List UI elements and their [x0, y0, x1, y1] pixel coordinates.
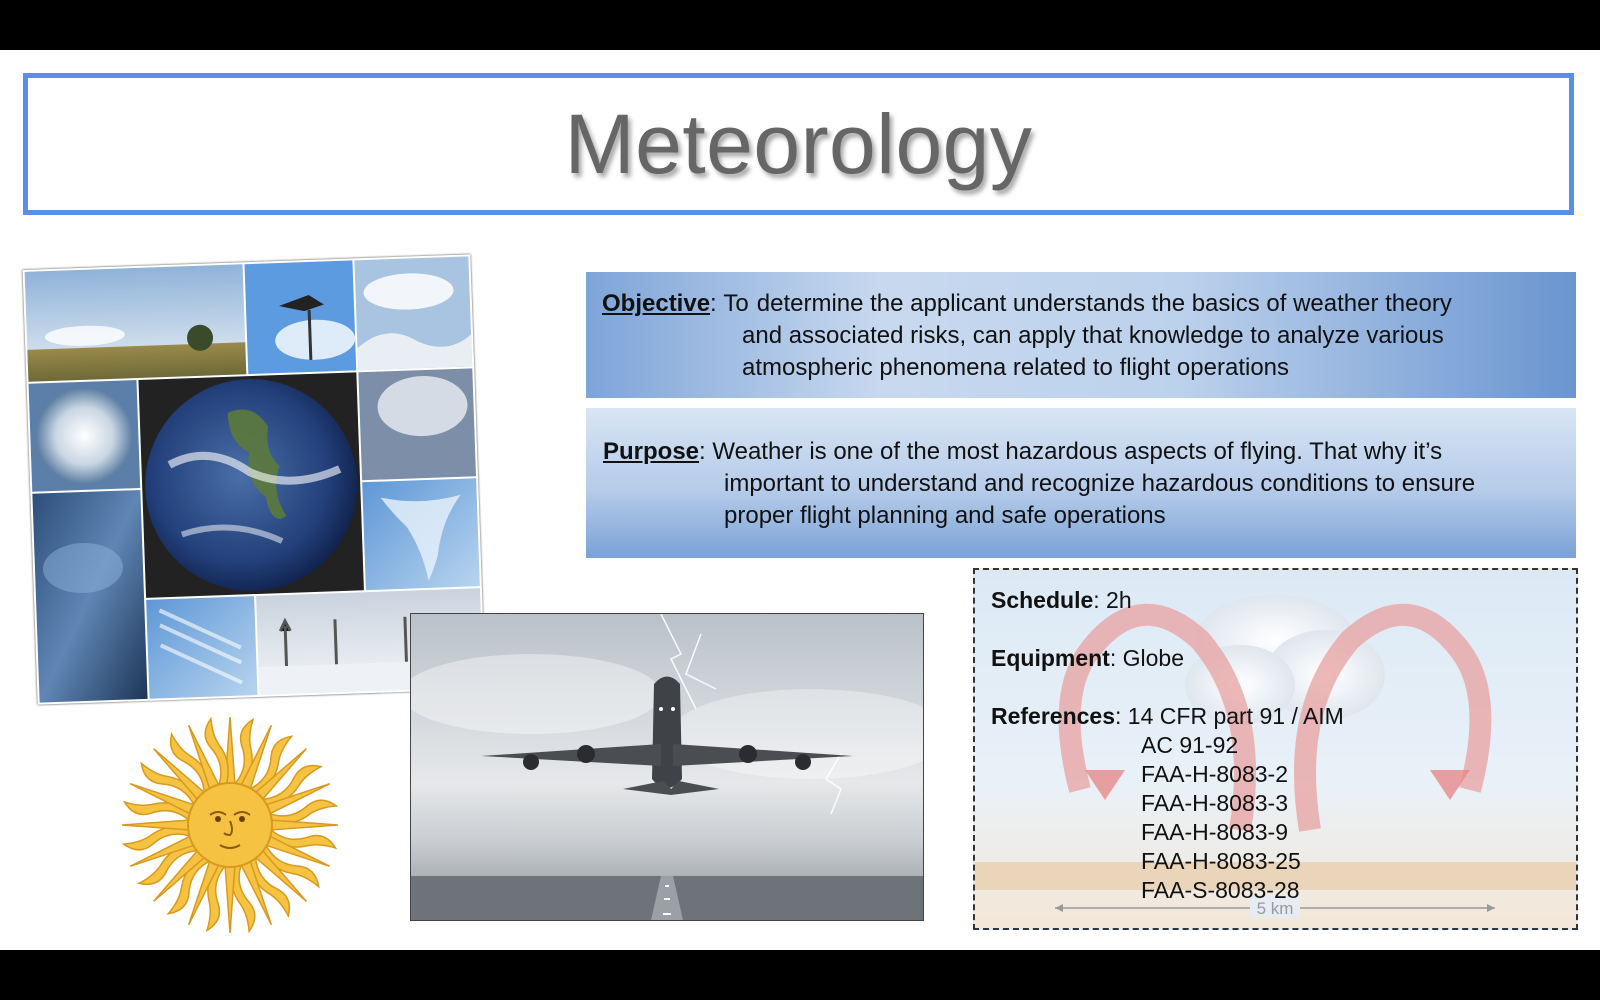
references-row [991, 702, 1344, 905]
purpose-separator: : [699, 438, 713, 465]
reference-item: FAA-S-8083-28 [1141, 877, 1300, 903]
equipment-row [991, 644, 1344, 673]
slide-title: Meteorology [564, 96, 1033, 191]
slide [0, 50, 1600, 950]
reference-item: AC 91-92 [1141, 732, 1239, 758]
sun-ray [122, 820, 190, 830]
airplane-lightning-image [410, 613, 924, 921]
course-info-box [973, 568, 1578, 930]
objective-lead: To [723, 290, 749, 317]
schedule-row [991, 586, 1344, 615]
objective-separator: : [710, 290, 724, 317]
purpose-line-1: Weather is one of the most hazardous aspects of flying. That why it’s [712, 438, 1443, 465]
sun-ray [270, 820, 338, 830]
reference-item: FAA-H-8083-9 [1141, 819, 1289, 845]
schedule-value: : 2h [1093, 587, 1132, 613]
objective-line-3: atmospheric phenomena related to flight operations [742, 354, 1290, 381]
objective-line-1: determine the applicant understands the basics of weather theory [756, 290, 1452, 317]
sun-ray [225, 865, 235, 933]
title-box [23, 73, 1574, 215]
purpose-panel [586, 408, 1576, 558]
info-text [991, 586, 1344, 905]
references-label: References [991, 703, 1116, 729]
objective-line-2: and associated risks, can apply that knowledge to analyze various [742, 322, 1444, 349]
purpose-label: Purpose [603, 438, 700, 465]
sun-of-may-image [115, 710, 345, 945]
purpose-line-2: important to understand and recognize hazardous conditions to ensure [724, 470, 1476, 497]
reference-item: FAA-H-8083-3 [1141, 790, 1289, 816]
equipment-label: Equipment [991, 645, 1110, 671]
schedule-label: Schedule [991, 587, 1094, 613]
objective-label: Objective [602, 290, 711, 317]
diagram-scale-label: 5 km [1256, 899, 1294, 918]
objective-panel [586, 272, 1576, 398]
reference-item: FAA-H-8083-25 [1141, 848, 1301, 874]
sun-icon [115, 710, 345, 940]
equipment-value: : Globe [1109, 645, 1184, 671]
airplane-icon [411, 614, 923, 920]
purpose-line-3: proper flight planning and safe operations [724, 502, 1166, 529]
reference-item: FAA-H-8083-2 [1141, 761, 1289, 787]
reference-item: : 14 CFR part 91 / AIM [1115, 703, 1344, 729]
